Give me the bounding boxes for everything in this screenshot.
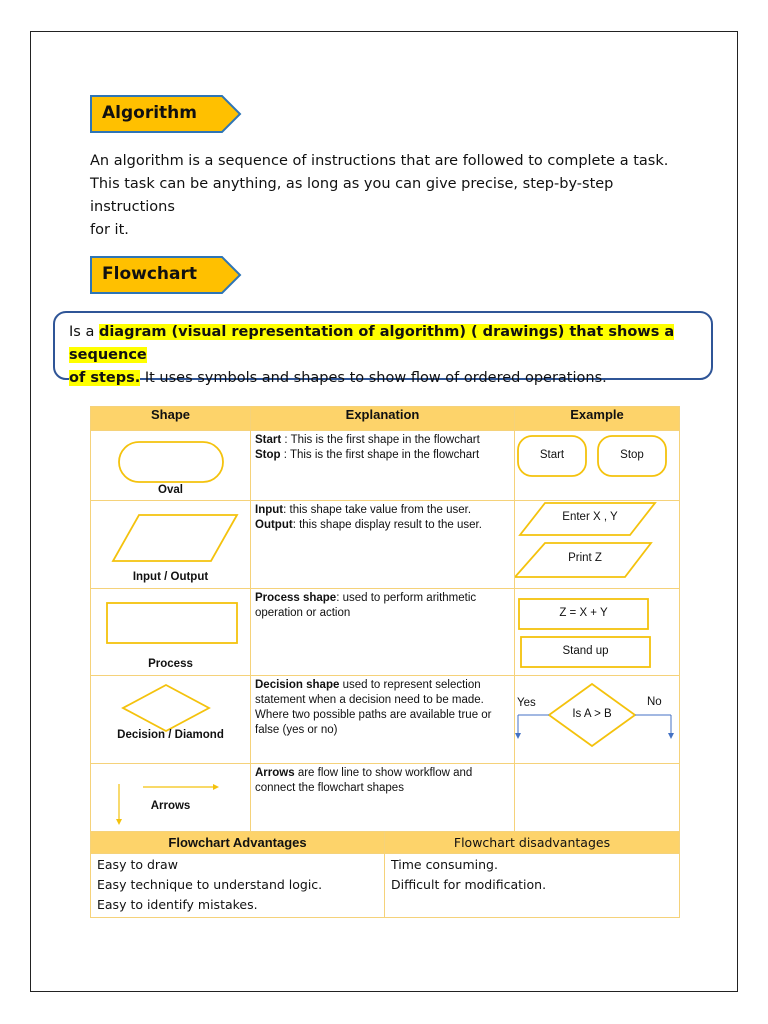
definition-rest: It uses symbols and shapes to show flow of ordered operations. [140,370,607,386]
definition-highlight-1: diagram (visual representation of algorithm) ( drawings) that shows a sequence [69,324,675,363]
advantages-list [91,854,385,918]
definition-intro: Is a [69,324,99,340]
algorithm-paragraph [90,150,690,242]
example-no-label: No [647,696,662,708]
term: Arrows [255,767,295,779]
shape-cell-oval [91,431,251,501]
process-examples [515,589,680,676]
description: : this shape take value from the user. [283,504,472,516]
example-start: Start [539,449,565,461]
description: : this shape display result to the user. [292,519,482,531]
shape-label: Arrows [150,800,191,812]
list-item: Easy technique to understand logic. [97,877,323,892]
shape-cell-input-output [91,501,251,589]
flowchart-pros-cons-table [90,831,680,918]
example-yes-label: Yes [517,697,536,709]
arrow-shapes [91,764,251,832]
disadvantages-title: Flowchart disadvantages [385,832,680,854]
term: Decision shape [255,679,340,691]
flowchart-heading-tag [90,256,242,294]
oval-examples [515,431,680,501]
explanation-cell [251,589,515,676]
flowchart-heading: Flowchart [102,264,197,284]
table-row [91,764,680,832]
shape-label: Process [148,658,193,670]
list-item: Easy to draw [97,857,178,872]
example-cell [515,676,680,764]
example-cell [515,431,680,501]
example-cell [515,501,680,589]
algorithm-line-3: for it. [90,222,129,238]
diamond-shape [91,676,251,764]
term: Stop [255,449,281,461]
shape-label: Input / Output [132,571,209,583]
description: : used to perform arithmetic operation or action [255,592,477,619]
flowchart-definition-box [53,311,713,386]
shape-cell-decision [91,676,251,764]
description: are flow line to show workflow and connect the flowchart shapes [255,767,473,794]
explanation-cell [251,764,515,832]
description: Where two possible paths are available true or false (yes or no) [255,709,492,736]
example-stop: Stop [620,449,644,461]
shape-cell-arrows [91,764,251,832]
header-explanation: Explanation [251,407,515,431]
decision-example [515,676,680,764]
term: Start [255,434,282,446]
example-input: Enter X , Y [562,511,618,523]
header-example: Example [515,407,680,431]
example-output: Print Z [568,552,602,564]
shape-cell-process [91,589,251,676]
table-header-row [91,407,680,431]
header-shape: Shape [91,407,251,431]
table-row [91,501,680,589]
flowchart-shapes-table [90,406,680,832]
example-cell [515,589,680,676]
algorithm-line-1: An algorithm is a sequence of instructions that are followed to complete a task. [90,153,669,169]
algorithm-line-2: This task can be anything, as long as you can give precise, step-by-step instructions [90,176,614,215]
example-cell-empty [515,764,680,832]
term: Process shape [255,592,337,604]
table-row [91,676,680,764]
list-item: Time consuming. [391,857,498,872]
table-row [91,431,680,501]
list-item: Easy to identify mistakes. [97,897,258,912]
shape-label: Decision / Diamond [117,729,224,741]
description: : This is the first shape in the flowchart [280,449,480,461]
definition-highlight-2: of steps. [69,370,141,386]
advantages-title: Flowchart Advantages [91,832,385,854]
table-row [91,589,680,676]
explanation-cell [251,501,515,589]
example-assign: Z = X + Y [559,607,608,619]
shape-label: Oval [158,484,183,496]
algorithm-heading-tag [90,95,242,133]
explanation-cell [251,676,515,764]
example-action: Stand up [562,645,609,657]
algorithm-heading: Algorithm [102,103,197,123]
explanation-cell [251,431,515,501]
description: : This is the first shape in the flowchart [281,434,480,446]
list-item: Difficult for modification. [391,877,547,892]
description: used to represent selection statement when a decision need to be made. [255,679,484,706]
term: Output [255,519,293,531]
term: Input [255,504,284,516]
disadvantages-list [385,854,680,918]
example-condition: Is A > B [572,708,612,720]
